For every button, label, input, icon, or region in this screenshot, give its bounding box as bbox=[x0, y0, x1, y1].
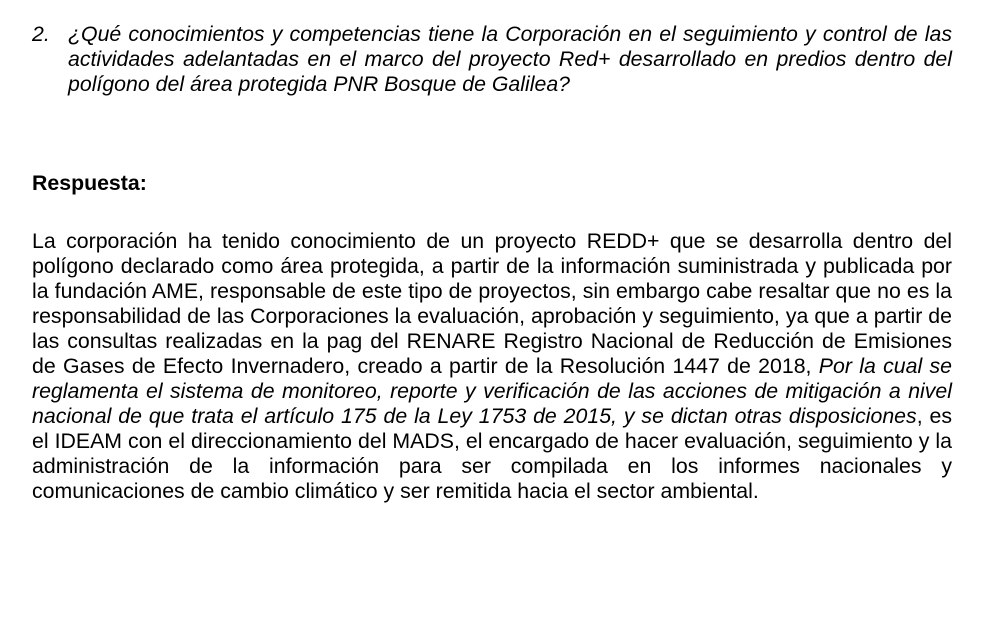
answer-text-part1: La corporación ha tenido conocimiento de un proyecto REDD+ que se desarrolla dentro del polígono declarado como área protegida, a partir de la información suministrada y publicada por la fundación AME, responsable de este tipo de proyectos, sin embargo cabe resaltar que no es la responsabilidad de las Corporaciones la evaluación, aprobación y seguimiento, ya que a partir de las consultas realizadas en la pag del RENARE Registro Nacional de Reducción de Emisiones de Gases de Efecto Invernadero, creado a partir de la Resolución 1447 de 2018, bbox=[32, 229, 952, 378]
answer-paragraph bbox=[32, 229, 952, 504]
question-number: 2. bbox=[32, 22, 50, 46]
answer-heading: Respuesta: bbox=[32, 171, 147, 195]
question-item bbox=[32, 22, 952, 97]
question-text: ¿Qué conocimientos y competencias tiene la Corporación en el seguimiento y control de las actividades adelantadas en el marco del proyecto Red+ desarrollado en predios dentro del polígono del área protegida PNR Bosque de Galilea? bbox=[68, 22, 952, 96]
answer-text-part2: , es el IDEAM con el direccionamiento del MADS, el encargado de hacer evaluación, seguimiento y la administración de la información para ser compilada en los informes nacionales y comunicaciones de cambio climático y ser remitida hacia el sector ambiental. bbox=[32, 404, 953, 503]
resolution-title-italic: Por la cual se reglamenta el sistema de monitoreo, reporte y verificación de las acciones de mitigación a nivel nacional de que trata el artículo 175 de la Ley 1753 de 2015, y se dictan otras disposiciones bbox=[32, 354, 953, 428]
